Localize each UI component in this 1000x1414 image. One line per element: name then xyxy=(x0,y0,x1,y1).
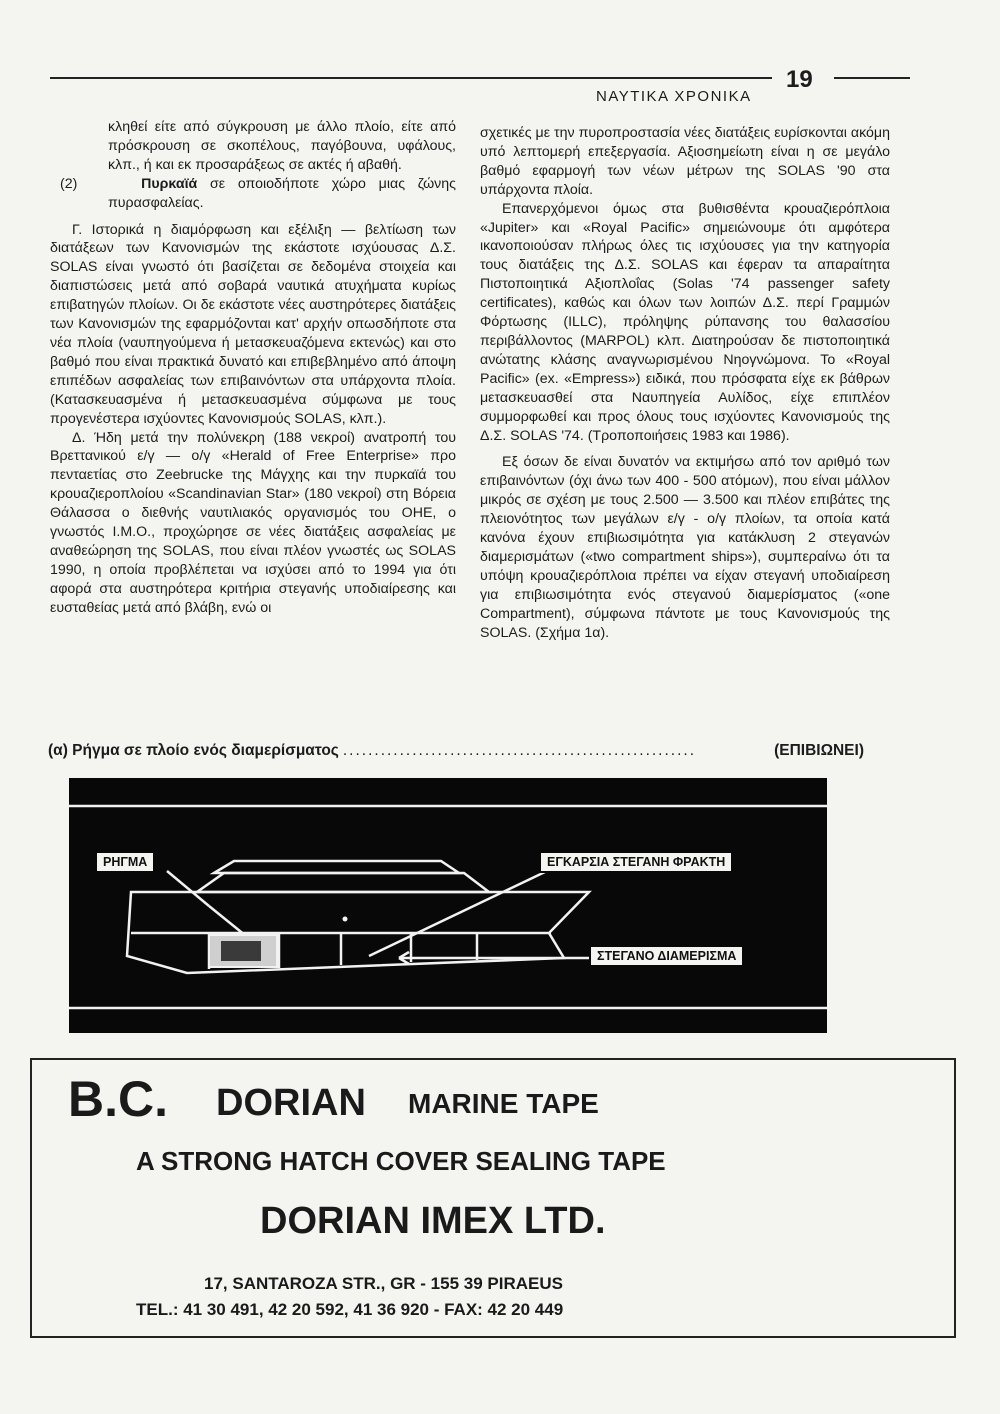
journal-title: ΝΑΥΤΙΚΑ ΧΡΟΝΙΚΑ xyxy=(596,88,752,105)
hull-detail-dot xyxy=(343,917,348,922)
left-paragraph-4: Δ. Ήδη μετά την πολύνεκρη (188 νεκροί) ανατροπή του Βρεττανικού ε/γ — ο/γ «Herald of Free Enterprise» προ πενταετίας στο Zeebrucke της Μάγχης και την πυρκαϊά του κρουαζιεροπλοίου «Scandinavian Star» (180 νεκροί) στη Βόρεια Θάλασσα ο διεθνής ναυτιλιακός οργανισμός του ΟΗΕ, ο γνωστός I.M.O., προχώρησε σε νέες διατάξεις ασφαλείας με αναθεώρηση της SOLAS, που είναι πλέον γνωστές ως SOLAS 1990, η οποία προβλέπεται να ισχύσει από το 1994 για ότι αφορά στα αυστηρότερα κριτήρια στεγανής υποδιαίρεσης και ευσταθείας μετά από βλάβη, ενώ οι xyxy=(50,429,456,616)
ad-name: DORIAN xyxy=(216,1082,366,1124)
header-rule-right xyxy=(834,77,910,79)
caption-title: (α) Ρήγμα σε πλοίο ενός διαμερίσματος xyxy=(48,742,339,759)
right-column xyxy=(480,124,890,642)
ad-company: DORIAN IMEX LTD. xyxy=(260,1200,606,1242)
right-paragraph-2: Επανερχόμενοι όμως στα βυθισθέντα κρουαζιερόπλοια «Jupiter» και «Royal Pacific» σημειώνουμε ότι αμφότερα ικανοποιούσαν πλήρως όλες τις ισχύουσες για την κατηγορία τους διατάξεις της Δ.Σ. SOLAS και έφεραν τα απαραίτητα Πιστοποιητικά Αξιοπλοΐας (Solas '74 passenger safety certificates), καθώς και όλων των λοιπών Δ.Σ. περί Γραμμών Φόρτωσης (ILLC), πρόληψης ρύπανσης του θαλασσίου περιβάλλοντος (MARPOL) κλπ. Διατηρούσαν δε πιστοποιητικά ανώτατης κλάσης αναγνωρισμένου Νηογνώμονα. Το «Royal Pacific» (ex. «Empress») ειδικά, που πρόσφατα είχε εκ βάθρων μετασκευασθεί στα Ναυπηγεία Αυλίδος, είχε επιπλέον συμμορφωθεί και προς όλους τους ισχύοντες Κανονισμούς της Δ.Σ. SOLAS '74. (Τροποποιήσεις 1983 και 1986). xyxy=(480,200,890,444)
superstructure-lower xyxy=(197,873,489,892)
left-column xyxy=(50,118,456,618)
figure-caption xyxy=(48,742,864,760)
bulkhead-pointer xyxy=(369,871,547,956)
ship-drawing xyxy=(69,778,827,1033)
ship-compartment-diagram xyxy=(69,778,827,1033)
header-rule-left xyxy=(50,77,772,79)
ad-address: 17, SANTAROZA STR., GR - 155 39 PIRAEUS xyxy=(204,1274,563,1293)
caption-leader-dots: ........................................................ xyxy=(342,742,697,759)
ad-brand: B.C. xyxy=(68,1071,168,1127)
breach-mark xyxy=(221,941,261,961)
advertisement-box xyxy=(30,1058,956,1338)
right-paragraph-3: Εξ όσων δε είναι δυνατόν να εκτιμήσω από τον αριθμό των επιβαινόντων (όχι άνω των 400 - 500 ατόμων), που είναι μάλλον μικρός σε σχέση με τους 2.500 — 3.500 και πλέον επιβάτες της πλειονότητος των μεγάλων ε/γ - ο/γ πλοίων, τα οποία κατά κανόνα έχουν επιβιωσιμότητα για κατάκλυση 2 στεγανών διαμερισμάτων («two compartment ships»), συμπεραίνω ότι τα υπόψη κρουαζιερόπλοια πρέπει να είχαν στεγανή υποδιαίρεση για επιβιωσιμότητα ενός στεγανού διαμερίσματος («one Compartment), σύμφωνα πάντοτε με τους Κανονισμούς της SOLAS. (Σχήμα 1α). xyxy=(480,454,890,641)
bulkhead-label: ΕΓΚΑΡΣΙΑ ΣΤΕΓΑΝΗ ΦΡΑΚΤΗ xyxy=(539,851,733,873)
caption-result: (ΕΠΙΒΙΩΝΕΙ) xyxy=(774,742,864,759)
list-item-text: σε οποιοδήποτε χώρο μιας ζώνης πυρασφαλείας. xyxy=(108,175,456,211)
ad-product: MARINE TAPE xyxy=(408,1088,599,1119)
left-paragraph-1: κληθεί είτε από σύγκρουση με άλλο πλοίο, είτε από πρόσκρουση σε σκοπέλους, παγόβουνα, υφάλους, κλπ., ή και εκ προσαράξεως σε ακτές ή αβαθή. xyxy=(108,119,456,173)
left-list-item-2 xyxy=(50,175,456,213)
ad-phone: TEL.: 41 30 491, 42 20 592, 41 36 920 - FAX: 42 20 449 xyxy=(136,1300,564,1319)
right-paragraph-1: σχετικές με την πυροπροστασία νέες διατάξεις ευρίσκονται ακόμη υπό λεπτομερή επεξεργασία. Αξιοσημείωτη είναι η σε μεγάλο βαθμό εφαρμογή των νέων μέτρων της SOLAS '90 στα υπάρχοντα πλοία. xyxy=(480,125,890,198)
breach-label: ΡΗΓΜΑ xyxy=(95,851,155,873)
fire-term: Πυρκαϊά xyxy=(141,175,198,192)
ad-tagline: A STRONG HATCH COVER SEALING TAPE xyxy=(136,1146,666,1176)
page-number: 19 xyxy=(786,66,813,93)
left-paragraph-3: Γ. Ιστορικά η διαμόρφωση και εξέλιξη — βελτίωση των διατάξεων των Κανονισμών της εκάστοτε ισχύουσας Δ.Σ. SOLAS είναι γνωστό ότι βασίζεται σε δεδομένα στοιχεία και διαπιστώσεις μετά από σοβαρά ναυτικά ατυχήματα κυρίως επιβατηγών πλοίων. Οι δε εκάστοτε νέες αυστηρότερες διατάξεις των Κανονισμών της εφαρμόζονται κατ' αρχήν οπωσδήποτε στα νέα πλοία (ναυπηγούμενα ή μετασκευαζόμενα εκτενώς) και στο βαθμό που είναι πρακτικά δυνατό και επιβεβλημένο από άποψη επιπέδων ασφαλείας των επιβαινόντων στα υπάρχοντα πλοία. (Κατασκευασμένα ή μετασκευασμένα σύμφωνα με τους προγενέστερα ισχύοντες Κανονισμούς SOLAS, κλπ.). xyxy=(50,221,456,427)
list-number: (2) xyxy=(60,175,78,192)
superstructure-upper xyxy=(214,861,459,873)
compartment-label: ΣΤΕΓΑΝΟ ΔΙΑΜΕΡΙΣΜΑ xyxy=(589,945,744,967)
